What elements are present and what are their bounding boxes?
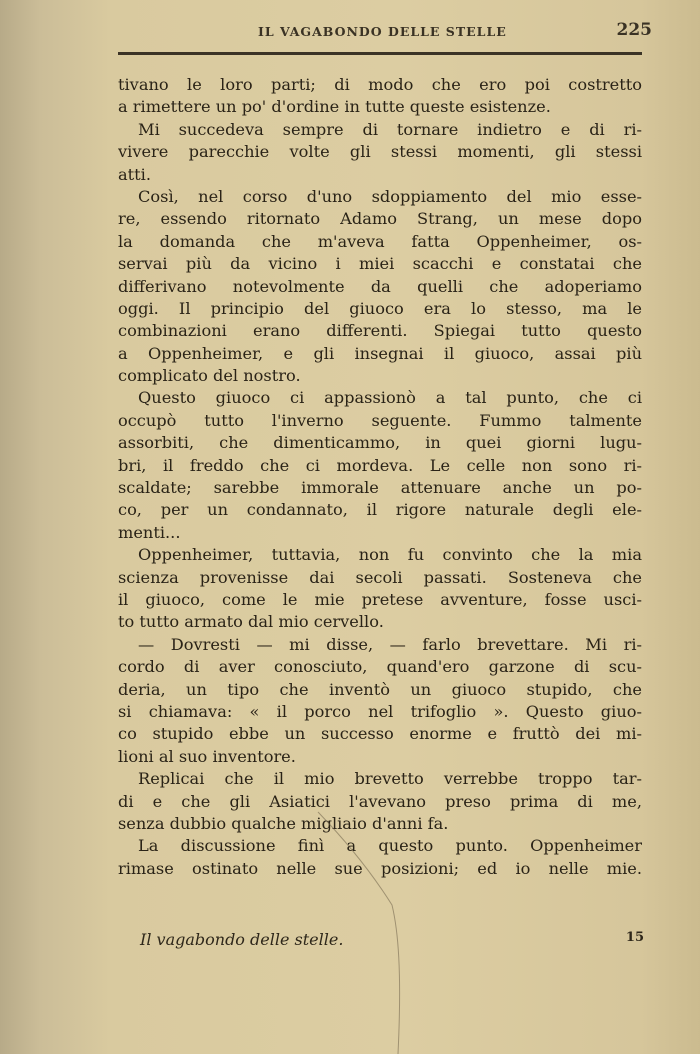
text-line: re, essendo ritornato Adamo Strang, un mese dopo bbox=[118, 209, 642, 229]
text-line: to tutto armato dal mio cervello. bbox=[118, 612, 384, 632]
text-line: assorbiti, che dimenticammo, in quei giorni lugu- bbox=[118, 433, 642, 453]
text-line: oggi. Il principio del giuoco era lo stesso, ma le bbox=[118, 298, 642, 318]
text-line: combinazioni erano differenti. Spiegai tutto questo bbox=[118, 321, 642, 341]
body-text bbox=[118, 74, 642, 880]
text-line: bri, il freddo che ci mordeva. Le celle non sono ri- bbox=[118, 455, 642, 475]
text-line: Oppenheimer, tuttavia, non fu convinto che la mia bbox=[138, 545, 642, 565]
page-footer bbox=[140, 930, 644, 956]
text-line: Replicai che il mio brevetto verrebbe troppo tar- bbox=[138, 769, 642, 789]
text-line: differivano notevolmente da quelli che adoperiamo bbox=[118, 276, 642, 296]
text-line: co stupido ebbe un successo enorme e fruttò dei mi- bbox=[118, 724, 642, 744]
text-line: occupò tutto l'inverno seguente. Fummo talmente bbox=[118, 410, 642, 430]
text-line: la domanda che m'aveva fatta Oppenheimer, os- bbox=[118, 231, 642, 251]
page-number: 225 bbox=[616, 20, 652, 40]
page-header bbox=[118, 20, 652, 50]
text-line: vivere parecchie volte gli stessi momenti, gli stessi bbox=[118, 142, 642, 162]
text-line: La discussione finì a questo punto. Oppenheimer bbox=[138, 836, 642, 856]
text-line: Così, nel corso d'uno sdoppiamento del mio esse- bbox=[138, 186, 642, 206]
text-line: complicato del nostro. bbox=[118, 366, 301, 386]
text-line: Mi succedeva sempre di tornare indietro e di ri- bbox=[138, 119, 642, 139]
text-line: menti... bbox=[118, 522, 181, 542]
text-line: di e che gli Asiatici l'avevano preso prima di me, bbox=[118, 791, 642, 811]
text-line: deria, un tipo che inventò un giuoco stupido, che bbox=[118, 679, 642, 699]
text-line: rimase ostinato nelle sue posizioni; ed io nelle mie. bbox=[118, 858, 642, 878]
text-line: atti. bbox=[118, 164, 151, 184]
footer-book-title: Il vagabondo delle stelle. bbox=[140, 930, 344, 949]
text-line: a rimettere un po' d'ordine in tutte queste esistenze. bbox=[118, 97, 551, 117]
text-line: cordo di aver conosciuto, quand'ero garzone di scu- bbox=[118, 657, 642, 677]
text-line: a Oppenheimer, e gli insegnai il giuoco, assai più bbox=[118, 343, 642, 363]
signature-mark: 15 bbox=[625, 930, 644, 945]
running-title: IL VAGABONDO DELLE STELLE bbox=[258, 24, 507, 39]
text-line: servai più da vicino i miei scacchi e constatai che bbox=[118, 254, 642, 274]
text-line: — Dovresti — mi disse, — farlo brevettare. Mi ri- bbox=[138, 634, 642, 654]
text-line: lioni al suo inventore. bbox=[118, 746, 296, 766]
text-line: si chiamava: « il porco nel trifoglio ». Questo giuo- bbox=[118, 701, 642, 721]
header-rule bbox=[118, 52, 642, 55]
text-line: Questo giuoco ci appassionò a tal punto, che ci bbox=[138, 388, 642, 408]
text-line: il giuoco, come le mie pretese avventure, fosse usci- bbox=[118, 589, 642, 609]
text-line: co, per un condannato, il rigore naturale degli ele- bbox=[118, 500, 642, 520]
text-line: tivano le loro parti; di modo che ero poi costretto bbox=[118, 75, 642, 94]
text-line: scienza provenisse dai secoli passati. Sosteneva che bbox=[118, 567, 642, 587]
text-line: senza dubbio qualche migliaio d'anni fa. bbox=[118, 813, 449, 833]
text-line: scaldate; sarebbe immorale attenuare anche un po- bbox=[118, 478, 642, 498]
